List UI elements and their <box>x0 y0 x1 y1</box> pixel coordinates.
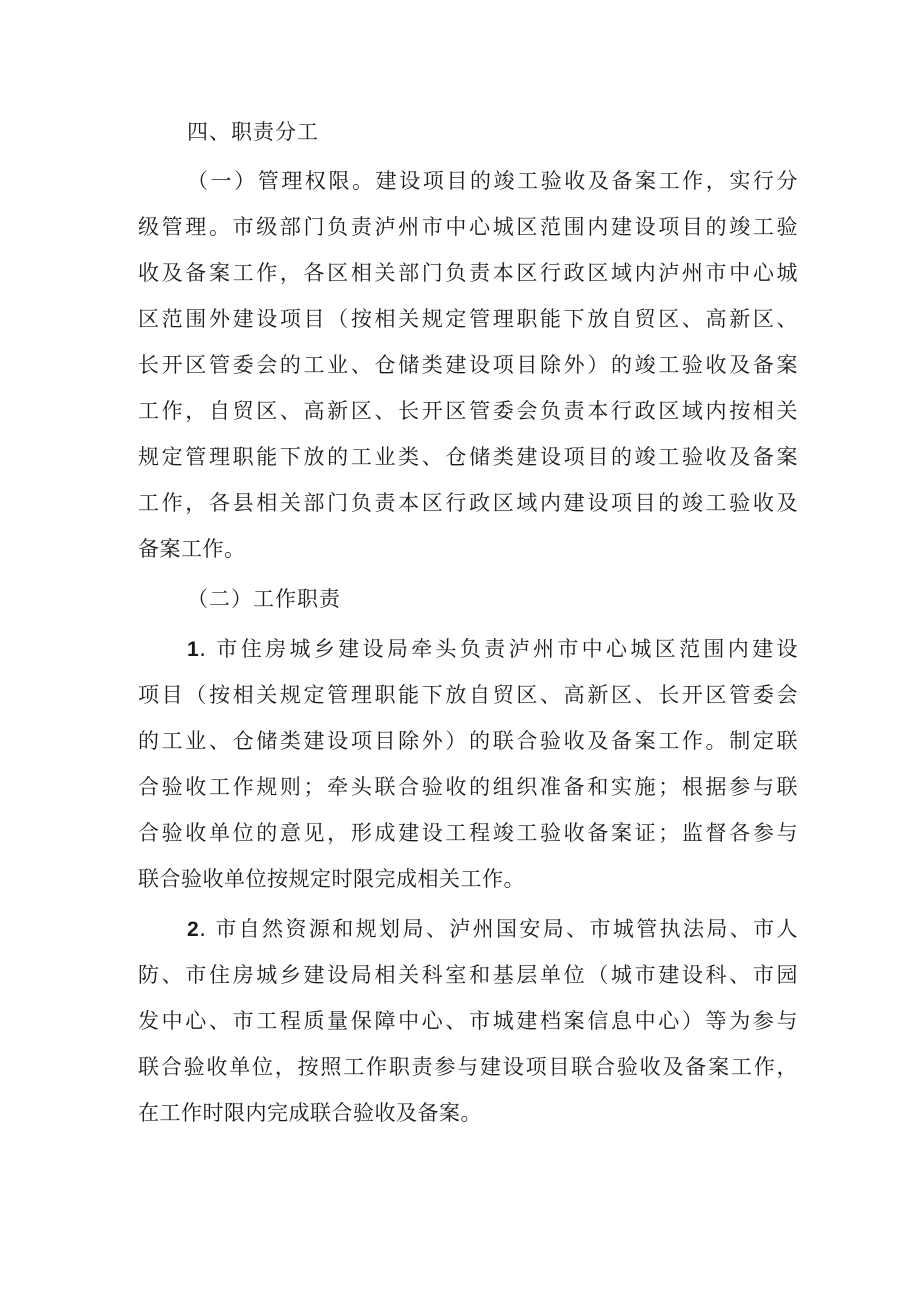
paragraph-line <box>187 915 798 944</box>
paragraph-line: 收及备案工作，各区相关部门负责本区行政区域内泸州市中心城 <box>138 261 798 285</box>
paragraph-line: 长开区管委会的工业、仓储类建设项目除外）的竣工验收及备案 <box>138 353 798 377</box>
item-text: . 市自然资源和规划局、泸州国安局、市城管执法局、市人 <box>199 917 798 941</box>
paragraph-line: 联合验收单位，按照工作职责参与建设项目联合验收及备案工作， <box>138 1055 798 1079</box>
paragraph-line: 合验收工作规则；牵头联合验收的组织准备和实施；根据参与联 <box>138 775 798 799</box>
item-text: . 市住房城乡建设局牵头负责泸州市中心城区范围内建设 <box>199 637 798 661</box>
paragraph-line: 区范围外建设项目（按相关规定管理职能下放自贸区、高新区、 <box>138 307 798 331</box>
section-heading: 四、职责分工 <box>187 120 319 144</box>
paragraph-line: 联合验收单位按规定时限完成相关工作。 <box>138 867 525 891</box>
paragraph-line: 发中心、市工程质量保障中心、市城建档案信息中心）等为参与 <box>138 1009 798 1033</box>
paragraph-line: 防、市住房城乡建设局相关科室和基层单位（城市建设科、市园 <box>138 963 798 987</box>
item-number: 2 <box>187 918 200 941</box>
paragraph-line: 合验收单位的意见，形成建设工程竣工验收备案证；监督各参与 <box>138 821 798 845</box>
paragraph-line: 级管理。市级部门负责泸州市中心城区范围内建设项目的竣工验 <box>138 215 798 239</box>
paragraph-line: 工作，自贸区、高新区、长开区管委会负责本行政区域内按相关 <box>138 399 798 423</box>
paragraph-line <box>187 635 798 664</box>
paragraph-line: 规定管理职能下放的工业类、仓储类建设项目的竣工验收及备案 <box>138 445 798 469</box>
paragraph-line: 工作，各县相关部门负责本区行政区域内建设项目的竣工验收及 <box>138 491 798 515</box>
paragraph-line: 备案工作。 <box>138 537 246 561</box>
paragraph-line: 在工作时限内完成联合验收及备案。 <box>138 1101 482 1125</box>
paragraph-line: （一）管理权限。建设项目的竣工验收及备案工作，实行分 <box>187 169 798 193</box>
item-number: 1 <box>187 638 200 661</box>
subsection-heading: （二）工作职责 <box>187 587 341 611</box>
paragraph-line: 的工业、仓储类建设项目除外）的联合验收及备案工作。制定联 <box>138 729 798 753</box>
paragraph-line: 项目（按相关规定管理职能下放自贸区、高新区、长开区管委会 <box>138 683 798 707</box>
